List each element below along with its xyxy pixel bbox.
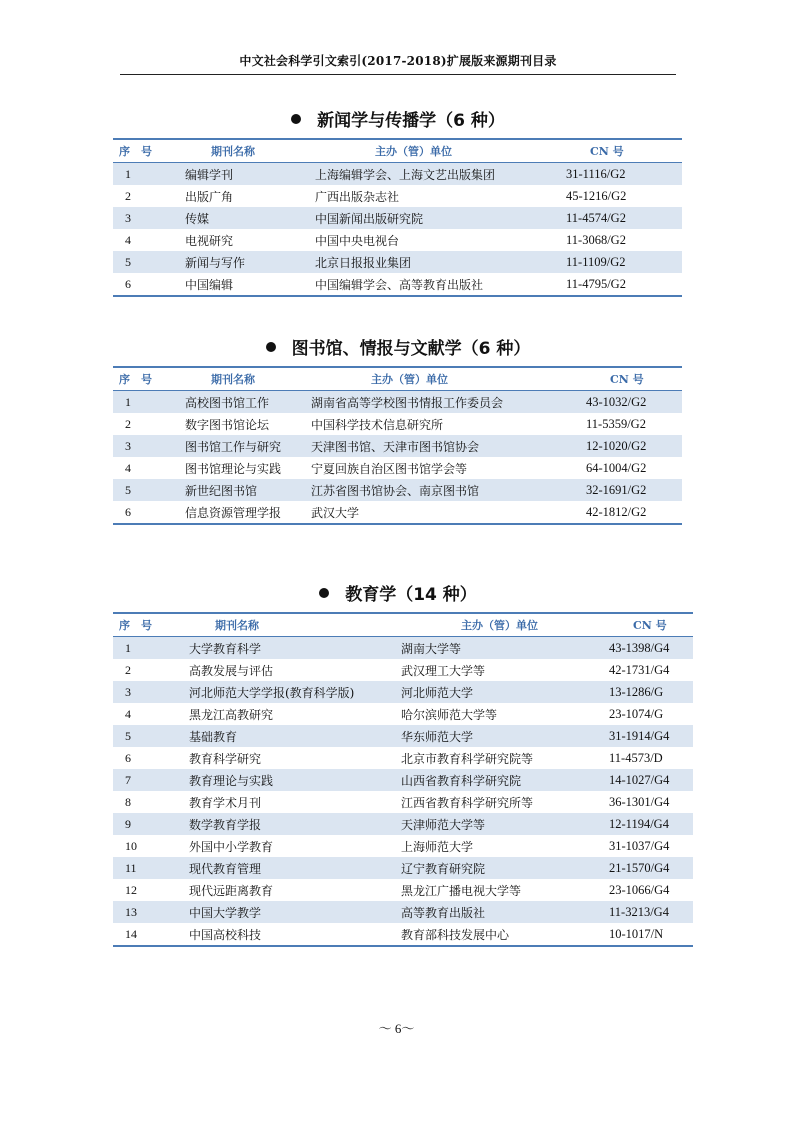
cell-name: 新闻与写作 bbox=[183, 251, 315, 273]
table-row bbox=[113, 413, 682, 435]
table-row bbox=[113, 901, 693, 923]
cell-cn: 21-1570/G4 bbox=[605, 857, 693, 879]
cell-seq: 9 bbox=[113, 813, 187, 835]
header-rule bbox=[120, 74, 676, 75]
cell-name: 黑龙江高教研究 bbox=[189, 707, 274, 722]
cell-org: 北京市教育科学研究院等 bbox=[401, 751, 534, 766]
table-row bbox=[113, 879, 693, 901]
cell-seq: 4 bbox=[125, 232, 131, 247]
table-row bbox=[113, 273, 682, 296]
section-title bbox=[120, 334, 676, 359]
column-header-seq: 序 号 bbox=[113, 367, 183, 391]
cell-org: 辽宁教育研究院 bbox=[401, 857, 605, 879]
cell-org: 中国编辑学会、高等教育出版社 bbox=[315, 273, 562, 296]
cell-cn: 43-1032/G2 bbox=[582, 391, 682, 414]
cell-name: 基础教育 bbox=[187, 725, 401, 747]
cell-cn: 42-1731/G4 bbox=[609, 662, 670, 677]
table-row bbox=[113, 501, 682, 524]
section-title-text: 新闻学与传播学（6 种） bbox=[317, 111, 505, 131]
cell-name: 教育理论与实践 bbox=[187, 769, 401, 791]
cell-org: 武汉大学 bbox=[311, 501, 582, 524]
cell-name: 教育科学研究 bbox=[189, 751, 262, 766]
cell-cn: 36-1301/G4 bbox=[609, 794, 670, 809]
cell-seq: 10 bbox=[125, 838, 137, 853]
cell-seq: 4 bbox=[125, 706, 131, 721]
cell-name: 编辑学刊 bbox=[183, 163, 315, 186]
cell-org: 黑龙江广播电视大学等 bbox=[401, 883, 522, 898]
cell-seq: 6 bbox=[113, 501, 183, 524]
column-header-cn: CN 号 bbox=[582, 367, 682, 391]
cell-cn: 31-1037/G4 bbox=[609, 838, 670, 853]
section-title bbox=[120, 106, 676, 131]
cell-org: 中国新闻出版研究院 bbox=[315, 207, 562, 229]
table-header-row bbox=[113, 613, 693, 637]
cell-seq: 3 bbox=[113, 207, 183, 229]
table-row bbox=[113, 435, 682, 457]
table-row bbox=[113, 163, 682, 186]
cell-cn: 10-1017/N bbox=[605, 923, 693, 946]
journal-table bbox=[113, 366, 682, 525]
cell-org: 华东师范大学 bbox=[401, 725, 605, 747]
section-title-text: 图书馆、情报与文献学（6 种） bbox=[291, 339, 531, 359]
page-number: ～ 6～ bbox=[378, 1021, 415, 1036]
cell-cn: 45-1216/G2 bbox=[566, 188, 627, 203]
cell-name: 外国中小学教育 bbox=[189, 839, 274, 854]
cell-name: 传媒 bbox=[183, 207, 315, 229]
cell-seq: 1 bbox=[113, 163, 183, 186]
cell-org: 天津师范大学等 bbox=[401, 813, 605, 835]
cell-org: 山西省教育科学研究院 bbox=[401, 769, 605, 791]
cell-seq: 1 bbox=[113, 637, 187, 660]
cell-cn: 11-4573/D bbox=[609, 750, 663, 765]
cell-name: 中国编辑 bbox=[183, 273, 315, 296]
cell-name: 信息资源管理学报 bbox=[183, 501, 311, 524]
table-row bbox=[113, 207, 682, 229]
table-row bbox=[113, 659, 693, 681]
cell-name: 现代远距离教育 bbox=[189, 883, 274, 898]
column-header-name: 期刊名称 bbox=[183, 139, 315, 163]
cell-cn: 11-3213/G4 bbox=[605, 901, 693, 923]
column-header-name: 期刊名称 bbox=[187, 613, 401, 637]
table-row bbox=[113, 747, 693, 769]
cell-seq: 3 bbox=[113, 681, 187, 703]
table-row bbox=[113, 835, 693, 857]
table-row bbox=[113, 391, 682, 414]
cell-cn: 11-1109/G2 bbox=[562, 251, 682, 273]
table-row bbox=[113, 923, 693, 946]
cell-org: 武汉理工大学等 bbox=[401, 663, 486, 678]
cell-name: 现代教育管理 bbox=[187, 857, 401, 879]
cell-org: 上海编辑学会、上海文艺出版集团 bbox=[315, 163, 562, 186]
cell-seq: 8 bbox=[125, 794, 131, 809]
table-row bbox=[113, 725, 693, 747]
section-title-text: 教育学（14 种） bbox=[345, 585, 477, 605]
cell-seq: 5 bbox=[113, 725, 187, 747]
cell-seq: 7 bbox=[113, 769, 187, 791]
table-row bbox=[113, 681, 693, 703]
cell-seq: 2 bbox=[125, 416, 131, 431]
cell-name: 教育学术月刊 bbox=[189, 795, 262, 810]
table-row bbox=[113, 813, 693, 835]
table-row bbox=[113, 791, 693, 813]
cell-org: 湖南大学等 bbox=[401, 637, 605, 660]
cell-name: 出版广角 bbox=[185, 189, 234, 204]
column-header-org: 主办（管）单位 bbox=[315, 139, 562, 163]
table-row bbox=[113, 637, 693, 660]
table-row bbox=[113, 857, 693, 879]
column-header-name: 期刊名称 bbox=[183, 367, 311, 391]
cell-org: 教育部科技发展中心 bbox=[401, 923, 605, 946]
cell-name: 河北师范大学学报(教育科学版) bbox=[187, 681, 401, 703]
cell-cn: 32-1691/G2 bbox=[582, 479, 682, 501]
table-row bbox=[113, 185, 682, 207]
column-header-cn: CN 号 bbox=[605, 613, 693, 637]
table-row bbox=[113, 769, 693, 791]
cell-cn: 23-1066/G4 bbox=[609, 882, 670, 897]
cell-name: 高教发展与评估 bbox=[189, 663, 274, 678]
cell-cn: 42-1812/G2 bbox=[582, 501, 682, 524]
cell-org: 中国科学技术信息研究所 bbox=[311, 417, 444, 432]
cell-name: 图书馆工作与研究 bbox=[183, 435, 311, 457]
cell-cn: 12-1020/G2 bbox=[582, 435, 682, 457]
cell-seq: 12 bbox=[125, 882, 137, 897]
table-row bbox=[113, 457, 682, 479]
cell-cn: 64-1004/G2 bbox=[586, 460, 647, 475]
bullet-icon bbox=[266, 342, 276, 352]
cell-name: 数学教育学报 bbox=[187, 813, 401, 835]
cell-seq: 2 bbox=[125, 662, 131, 677]
column-header-org: 主办（管）单位 bbox=[311, 367, 582, 391]
cell-cn: 13-1286/G bbox=[605, 681, 693, 703]
cell-cn: 11-5359/G2 bbox=[586, 416, 646, 431]
cell-cn: 12-1194/G4 bbox=[605, 813, 693, 835]
cell-org: 北京日报报业集团 bbox=[315, 251, 562, 273]
cell-seq: 4 bbox=[125, 460, 131, 475]
journal-table bbox=[113, 612, 693, 947]
cell-cn: 43-1398/G4 bbox=[605, 637, 693, 660]
cell-org: 湖南省高等学校图书情报工作委员会 bbox=[311, 391, 582, 414]
cell-seq: 3 bbox=[113, 435, 183, 457]
column-header-org: 主办（管）单位 bbox=[401, 613, 605, 637]
table-row bbox=[113, 479, 682, 501]
cell-seq: 14 bbox=[113, 923, 187, 946]
table-row bbox=[113, 251, 682, 273]
column-header-cn: CN 号 bbox=[562, 139, 682, 163]
running-header: 中文社会科学引文索引(2017-2018)扩展版来源期刊目录 bbox=[239, 54, 557, 68]
cell-name: 数字图书馆论坛 bbox=[185, 417, 270, 432]
column-header-seq: 序 号 bbox=[113, 613, 187, 637]
cell-org: 宁夏回族自治区图书馆学会等 bbox=[311, 461, 468, 476]
cell-org: 天津图书馆、天津市图书馆协会 bbox=[311, 435, 582, 457]
cell-cn: 11-4574/G2 bbox=[562, 207, 682, 229]
table-row bbox=[113, 229, 682, 251]
cell-seq: 6 bbox=[125, 750, 131, 765]
cell-name: 中国大学教学 bbox=[187, 901, 401, 923]
cell-seq: 2 bbox=[125, 188, 131, 203]
table-header-row bbox=[113, 139, 682, 163]
cell-name: 中国高校科技 bbox=[187, 923, 401, 946]
cell-org: 上海师范大学 bbox=[401, 839, 474, 854]
cell-org: 广西出版杂志社 bbox=[315, 189, 400, 204]
cell-org: 江西省教育科学研究所等 bbox=[401, 795, 534, 810]
cell-cn: 31-1914/G4 bbox=[605, 725, 693, 747]
cell-seq: 13 bbox=[113, 901, 187, 923]
cell-cn: 14-1027/G4 bbox=[605, 769, 693, 791]
cell-cn: 31-1116/G2 bbox=[562, 163, 682, 186]
cell-name: 新世纪图书馆 bbox=[183, 479, 311, 501]
table-header-row bbox=[113, 367, 682, 391]
cell-org: 哈尔滨师范大学等 bbox=[401, 707, 498, 722]
cell-cn: 23-1074/G bbox=[609, 706, 664, 721]
cell-seq: 5 bbox=[113, 479, 183, 501]
cell-org: 高等教育出版社 bbox=[401, 901, 605, 923]
journal-table bbox=[113, 138, 682, 297]
table-row bbox=[113, 703, 693, 725]
bullet-icon bbox=[319, 588, 329, 598]
cell-seq: 11 bbox=[113, 857, 187, 879]
section-title bbox=[120, 580, 676, 605]
bullet-icon bbox=[291, 114, 301, 124]
cell-name: 图书馆理论与实践 bbox=[185, 461, 282, 476]
cell-org: 河北师范大学 bbox=[401, 681, 605, 703]
cell-cn: 11-3068/G2 bbox=[566, 232, 626, 247]
cell-org: 中国中央电视台 bbox=[315, 233, 400, 248]
column-header-seq: 序 号 bbox=[113, 139, 183, 163]
cell-seq: 6 bbox=[113, 273, 183, 296]
cell-seq: 5 bbox=[113, 251, 183, 273]
cell-name: 高校图书馆工作 bbox=[183, 391, 311, 414]
cell-name: 电视研究 bbox=[185, 233, 234, 248]
cell-cn: 11-4795/G2 bbox=[562, 273, 682, 296]
cell-org: 江苏省图书馆协会、南京图书馆 bbox=[311, 479, 582, 501]
cell-name: 大学教育科学 bbox=[187, 637, 401, 660]
cell-seq: 1 bbox=[113, 391, 183, 414]
